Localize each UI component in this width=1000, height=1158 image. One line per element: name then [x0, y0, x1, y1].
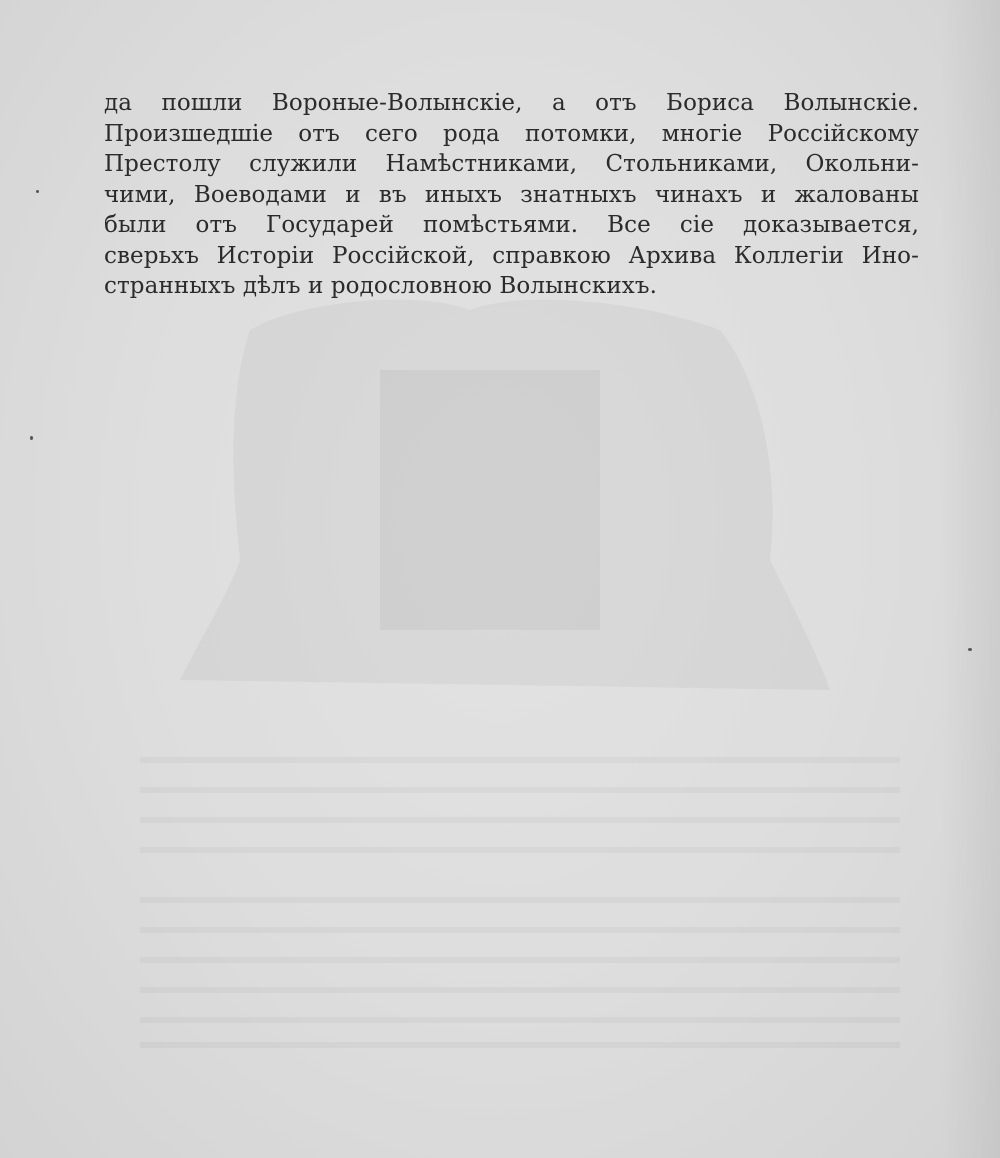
body-text — [104, 88, 919, 302]
text-line: были отъ Государей помѣстьями. Все сіе доказывается, — [104, 212, 919, 238]
text-line: Престолу служили Намѣстниками, Стольниками, Окольни- — [104, 151, 919, 177]
ink-speck — [30, 436, 33, 440]
ink-speck — [968, 648, 972, 651]
text-line: сверьхъ Исторіи Россійской, справкою Архива Коллегіи Ино- — [104, 242, 919, 269]
text-line: Произшедшіе отъ сего рода потомки, многіе Россійскому — [104, 120, 919, 147]
text-line: да пошли Вороные-Волынскіе, а отъ Бориса Волынскіе. — [104, 90, 919, 116]
text-line: странныхъ дѣлъ и родословною Волынскихъ. — [104, 273, 658, 299]
page-edge-shadow — [940, 0, 1000, 1158]
ink-speck — [36, 190, 39, 193]
text-line: чими, Воеводами и въ иныхъ знатныхъ чинахъ и жалованы — [104, 181, 919, 208]
